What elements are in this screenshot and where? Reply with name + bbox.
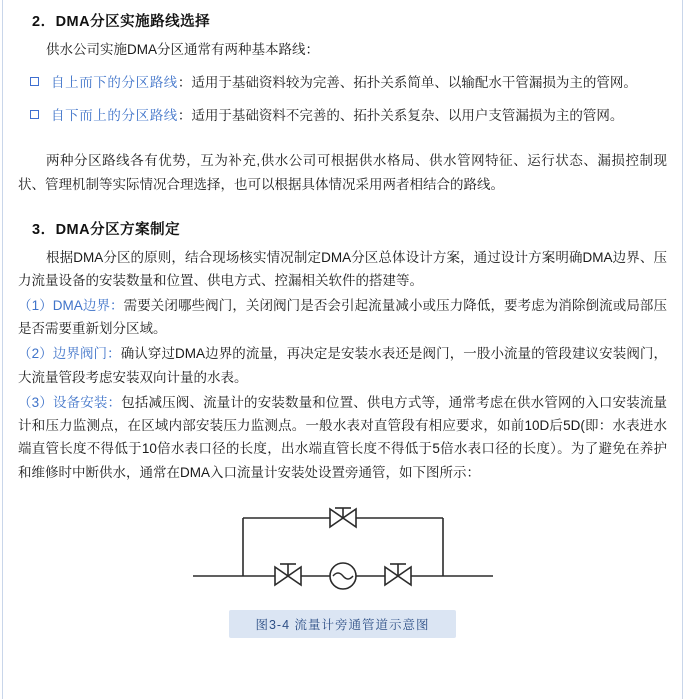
bullet-text-bottom-up <box>51 104 667 127</box>
outlet-valve-right <box>385 564 411 585</box>
bullet-item-bottom-up <box>18 104 667 127</box>
section-3-heading: 3．DMA分区方案制定 <box>32 221 181 238</box>
section-2-heading: 2．DMA分区实施路线选择 <box>32 14 211 30</box>
text-boundary-valve: 确认穿过DMA边界的流量，再决定是安装水表还是阀门，一股小流量的管段建议安装阀门，大流量管段考虑安装双向计量的水表。 <box>18 346 667 385</box>
label-boundary-valve: （2）边界阀门： <box>18 346 121 362</box>
text-equipment-install: 包括减压阀、流量计的安装数量和位置、供电方式等，通常考虑在供水管网的入口安装流量计和压力监测点，在区域内部安装压力监测点。一般水表对直管段有相应要求，如前10D后5D(即：水表进水端直管长度不得低于10倍水表口径的长度，出水端直管长度不得低于5倍水表口径的长度）。为了避免在养护和维修时中断供水，通常在DMA入口流量计安装处设置旁通管，如下图所示： <box>18 394 667 480</box>
section-3-item-equipment <box>18 391 667 484</box>
section-3-item-boundary <box>18 294 667 340</box>
section-2-summary: 两种分区路线各有优势，互为补充,供水公司可根据供水格局、供水管网特征、运行状态、漏损控制现状、管理机制等实际情况合理选择，也可以根据具体情况采用两者相结合的路线。 <box>18 153 667 192</box>
spacer <box>18 133 667 149</box>
bullet-text-top-down <box>51 71 667 94</box>
bullet-desc-top-down: ：适用于基础资料较为完善、拓扑关系简单、以输配水干管漏损为主的管网。 <box>177 74 637 90</box>
section-3-intro: 根据DMA分区的原则，结合现场核实情况制定DMA分区总体设计方案，通过设计方案明确DMA边界、压力流量设备的安装数量和位置、供电方式、控漏相关软件的搭建等。 <box>18 249 667 288</box>
square-bullet-icon <box>30 77 39 86</box>
bypass-valve-top <box>330 508 356 527</box>
figure-caption: 图3-4 流量计旁通管道示意图 <box>229 610 455 638</box>
square-bullet-icon <box>30 110 39 119</box>
section-2-intro: 供水公司实施DMA分区通常有两种基本路线： <box>46 41 319 57</box>
figure-block <box>18 506 667 638</box>
label-dma-boundary: （1）DMA边界： <box>18 298 124 314</box>
spacer <box>18 198 667 214</box>
text-dma-boundary: 需要关闭哪些阀门，关闭阀门是否会引起流量减小或压力降低，要考虑为消除倒流或局部压是否需要重新划分区域。 <box>18 298 668 337</box>
bullet-item-top-down <box>18 71 667 94</box>
bullet-desc-bottom-up: ：适用于基础资料不完善的、拓扑关系复杂、以用户支管漏损为主的管网。 <box>177 108 624 124</box>
link-bottom-up-route[interactable]: 自下而上的分区路线 <box>51 108 178 124</box>
section-3-item-valve <box>18 342 667 388</box>
bypass-pipe-diagram <box>193 506 493 596</box>
inlet-valve-left <box>275 564 301 585</box>
label-equipment-install: （3）设备安装： <box>18 394 122 410</box>
link-top-down-route[interactable]: 自上而下的分区路线 <box>51 74 178 90</box>
